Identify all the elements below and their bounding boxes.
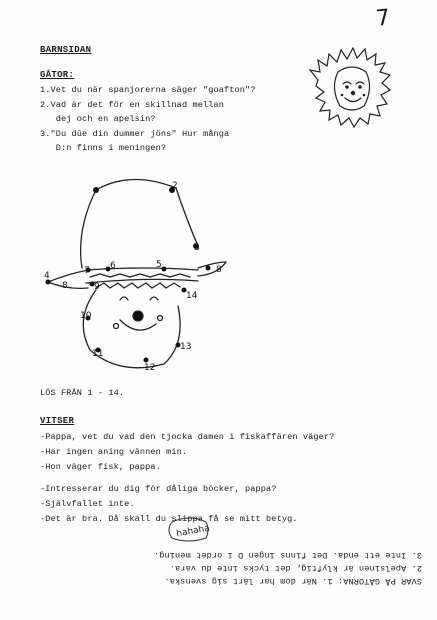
dot-label: 7 [84, 266, 90, 276]
joke-line: -Självfallet inte. [40, 499, 135, 509]
dot-label: 8 [62, 281, 68, 291]
dot-label: 12 [144, 363, 156, 373]
riddle-line: dej och en apelsin? [40, 114, 156, 124]
joke-line: -Pappa, vet du vad den tjocka damen i fiskaffären väger? [40, 432, 335, 442]
joke-line: -Har ingen aning vännen min. [40, 447, 188, 457]
dot-label: 8 [216, 265, 222, 275]
dot-label: 11 [92, 349, 104, 359]
dot-label: 14 [186, 291, 198, 301]
dot-label: 9 [94, 282, 100, 292]
riddle-line: 2.Vad är det för en skillnad mellan [40, 100, 224, 110]
riddles-title: GÅTOR: [40, 70, 75, 80]
barnsidan-title: BARNSIDAN [40, 45, 92, 55]
svg-text:hahaha: hahaha [175, 523, 211, 540]
answer-line: 2. Apelsinen är klyftig, det tycks inte du vara. [169, 563, 422, 573]
dot-label: 6 [110, 261, 116, 271]
riddle-line: D:n finns i meningen? [40, 143, 167, 153]
joke-line: -Intresserar du dig för dåliga böcker, pappa? [40, 484, 277, 494]
dot-label: 2 [172, 181, 178, 191]
riddle-line: 3."Du dûe din dummer jöns" Hur många [40, 129, 230, 139]
dot-label: 13 [180, 342, 192, 352]
joke-line: -Det är bra. Då skall du slippa få se mitt betyg. [40, 514, 298, 524]
dot-puzzle-instruction: LÖS FRÅN 1 - 14. [40, 388, 125, 398]
riddle-line: 1.Vet du när spanjorerna säger "goafton"? [40, 85, 256, 95]
joke-line: -Hon väger fisk, pappa. [40, 462, 161, 472]
dot-label: 4 [44, 271, 50, 281]
dot-label: 10 [80, 311, 92, 321]
dot-label: 5 [156, 260, 162, 270]
page-number: 7 [374, 5, 392, 32]
jokes-title: VITSER [40, 416, 75, 426]
answer-line: SVAR PÅ GÅTORNA: 1. När dom har lärt sig svenska. [164, 576, 422, 586]
upside-down-answers [22, 550, 422, 586]
dot-label: 3 [194, 243, 200, 253]
answer-line: 3. Inte ett enda. Det finns ingen D i ordet mening. [153, 550, 422, 560]
